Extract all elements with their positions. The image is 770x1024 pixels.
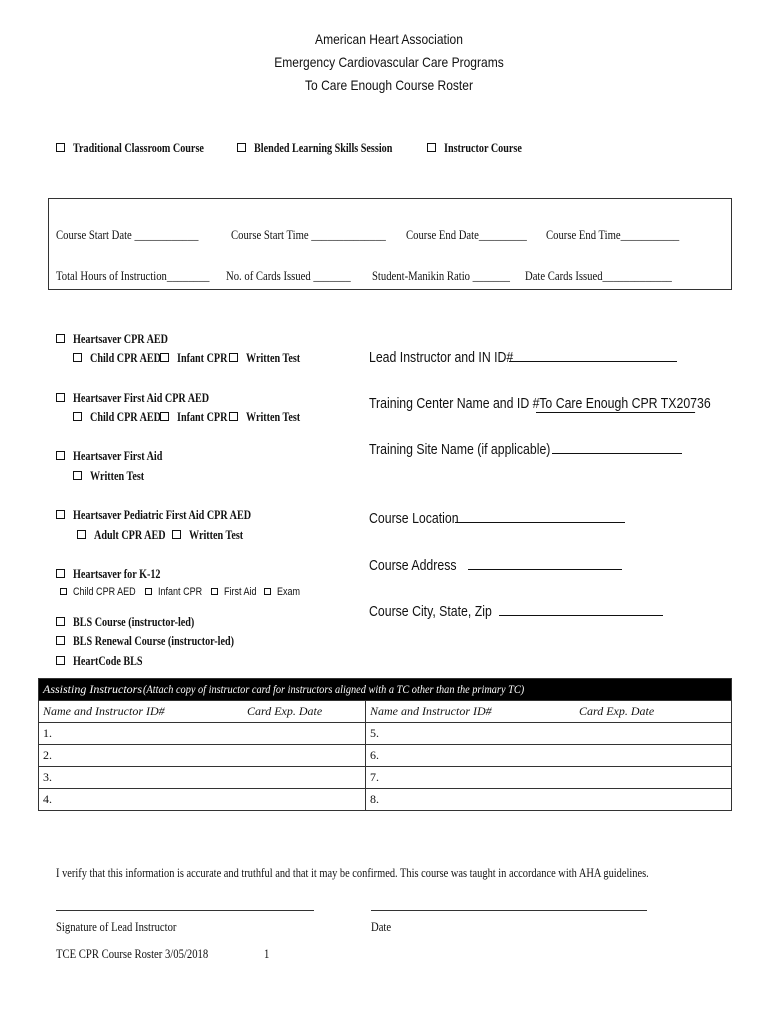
option-written-test: Written Test xyxy=(90,468,145,483)
course-heartsaver-cpr-aed[interactable]: Heartsaver CPR AED xyxy=(56,330,195,348)
checkbox-icon[interactable] xyxy=(237,143,246,152)
course-end-date-field[interactable]: Course End Date_________ xyxy=(406,227,527,242)
lead-instructor-field[interactable]: Lead Instructor and IN ID# xyxy=(369,349,677,367)
table-row[interactable] xyxy=(39,767,732,789)
course-heartsaver-fa-cpr-aed[interactable]: Heartsaver First Aid CPR AED xyxy=(56,389,248,407)
col-exp-right: Card Exp. Date xyxy=(575,701,732,723)
course-start-date-field[interactable]: Course Start Date ____________ xyxy=(56,227,199,242)
checkbox-icon[interactable] xyxy=(229,412,238,421)
checkbox-icon[interactable] xyxy=(56,451,65,460)
checkbox-icon[interactable] xyxy=(56,510,65,519)
heartsaver-first-aid-options xyxy=(73,467,159,485)
assisting-instructors-note: (Attach copy of instructor card for instructors aligned with a TC other than the primary TC) xyxy=(143,682,525,696)
verification-statement: I verify that this information is accurate and truthful and that it may be confirmed. This course was taught in accordance with AHA guidelines. xyxy=(56,865,649,880)
option-infant-cpr: Infant CPR xyxy=(177,409,228,424)
heartsaver-cpr-aed-options xyxy=(73,349,315,367)
signature-line[interactable] xyxy=(56,910,314,911)
option-exam: Exam xyxy=(277,586,301,598)
assistant-cell[interactable]: 1. xyxy=(39,723,366,745)
date-line[interactable] xyxy=(371,910,647,911)
checkbox-icon[interactable] xyxy=(145,588,152,595)
page-title: To Care Enough Course Roster xyxy=(305,77,473,93)
cards-issued-field[interactable]: No. of Cards Issued _______ xyxy=(226,268,351,283)
col-name-left: Name and Instructor ID# xyxy=(39,701,244,723)
course-heartsaver-first-aid[interactable]: Heartsaver First Aid xyxy=(56,447,188,465)
header-line-1: American Heart Association xyxy=(315,31,463,47)
option-child-cpr-aed: Child CPR AED xyxy=(90,409,162,424)
checkbox-icon[interactable] xyxy=(56,393,65,402)
footer-roster-version: TCE CPR Course Roster 3/05/2018 xyxy=(56,946,209,961)
course-type-blended[interactable]: Blended Learning Skills Session xyxy=(237,139,431,157)
course-type-instructor[interactable]: Instructor Course xyxy=(427,139,544,157)
heartsaver-fa-cpr-aed-options xyxy=(73,408,315,426)
option-written-test: Written Test xyxy=(246,350,301,365)
date-label: Date xyxy=(371,919,392,934)
assistant-cell[interactable]: 2. xyxy=(39,745,366,767)
checkbox-icon[interactable] xyxy=(73,412,82,421)
course-address-field[interactable]: Course Address xyxy=(369,557,622,575)
checkbox-icon[interactable] xyxy=(60,588,67,595)
checkbox-icon[interactable] xyxy=(56,569,65,578)
option-child-cpr-aed: Child CPR AED xyxy=(73,586,136,598)
table-header-bar xyxy=(39,679,732,701)
course-heartcode-bls[interactable]: HeartCode BLS xyxy=(56,652,162,670)
option-written-test: Written Test xyxy=(189,527,244,542)
checkbox-icon[interactable] xyxy=(172,530,181,539)
checkbox-icon[interactable] xyxy=(160,353,169,362)
table-row[interactable] xyxy=(39,789,732,811)
course-start-time-field[interactable]: Course Start Time ______________ xyxy=(231,227,386,242)
assistant-cell[interactable]: 8. xyxy=(366,789,732,811)
option-child-cpr-aed: Child CPR AED xyxy=(90,350,162,365)
assistant-cell[interactable]: 4. xyxy=(39,789,366,811)
option-first-aid: First Aid xyxy=(224,586,257,598)
student-manikin-ratio-field[interactable]: Student-Manikin Ratio _______ xyxy=(372,268,510,283)
option-written-test: Written Test xyxy=(246,409,301,424)
checkbox-icon[interactable] xyxy=(264,588,271,595)
training-center-value: To Care Enough CPR TX20736 xyxy=(536,395,695,413)
date-cards-issued-field[interactable]: Date Cards Issued_____________ xyxy=(525,268,672,283)
course-heartsaver-k12[interactable]: Heartsaver for K-12 xyxy=(56,565,185,583)
checkbox-icon[interactable] xyxy=(56,143,65,152)
checkbox-icon[interactable] xyxy=(427,143,436,152)
training-site-field[interactable]: Training Site Name (if applicable) xyxy=(369,441,682,459)
course-city-field[interactable]: Course City, State, Zip xyxy=(369,603,663,621)
checkbox-icon[interactable] xyxy=(77,530,86,539)
col-name-right: Name and Instructor ID# xyxy=(366,701,576,723)
assisting-instructors-table xyxy=(38,678,732,811)
assistant-cell[interactable]: 7. xyxy=(366,767,732,789)
course-location-field[interactable]: Course Location xyxy=(369,510,625,528)
option-infant-cpr: Infant CPR xyxy=(158,586,203,598)
assistant-cell[interactable]: 6. xyxy=(366,745,732,767)
checkbox-icon[interactable] xyxy=(73,471,82,480)
heartsaver-k12-options xyxy=(60,586,305,598)
course-bls[interactable]: BLS Course (instructor-led) xyxy=(56,613,229,631)
course-end-time-field[interactable]: Course End Time___________ xyxy=(546,227,680,242)
checkbox-icon[interactable] xyxy=(160,412,169,421)
checkbox-icon[interactable] xyxy=(229,353,238,362)
heartsaver-pediatric-options xyxy=(77,526,258,544)
table-column-headers xyxy=(39,701,732,723)
total-hours-field[interactable]: Total Hours of Instruction________ xyxy=(56,268,210,283)
assistant-cell[interactable]: 3. xyxy=(39,767,366,789)
option-adult-cpr-aed: Adult CPR AED xyxy=(94,527,166,542)
table-row[interactable] xyxy=(39,723,732,745)
checkbox-icon[interactable] xyxy=(56,617,65,626)
header-line-2: Emergency Cardiovascular Care Programs xyxy=(274,54,504,70)
course-type-traditional[interactable]: Traditional Classroom Course xyxy=(56,139,241,157)
training-center-field[interactable]: Training Center Name and ID #To Care Enough CPR TX20736 xyxy=(369,395,711,412)
course-heartsaver-pediatric[interactable]: Heartsaver Pediatric First Aid CPR AED xyxy=(56,506,301,524)
option-infant-cpr: Infant CPR xyxy=(177,350,228,365)
checkbox-icon[interactable] xyxy=(73,353,82,362)
checkbox-icon[interactable] xyxy=(211,588,218,595)
course-bls-renewal[interactable]: BLS Renewal Course (instructor-led) xyxy=(56,632,279,650)
signature-label: Signature of Lead Instructor xyxy=(56,919,177,934)
page-number: 1 xyxy=(264,946,270,961)
checkbox-icon[interactable] xyxy=(56,636,65,645)
table-row[interactable] xyxy=(39,745,732,767)
col-exp-left: Card Exp. Date xyxy=(243,701,366,723)
checkbox-icon[interactable] xyxy=(56,656,65,665)
assistant-cell[interactable]: 5. xyxy=(366,723,732,745)
checkbox-icon[interactable] xyxy=(56,334,65,343)
assisting-instructors-title: Assisting Instructors xyxy=(43,682,143,696)
